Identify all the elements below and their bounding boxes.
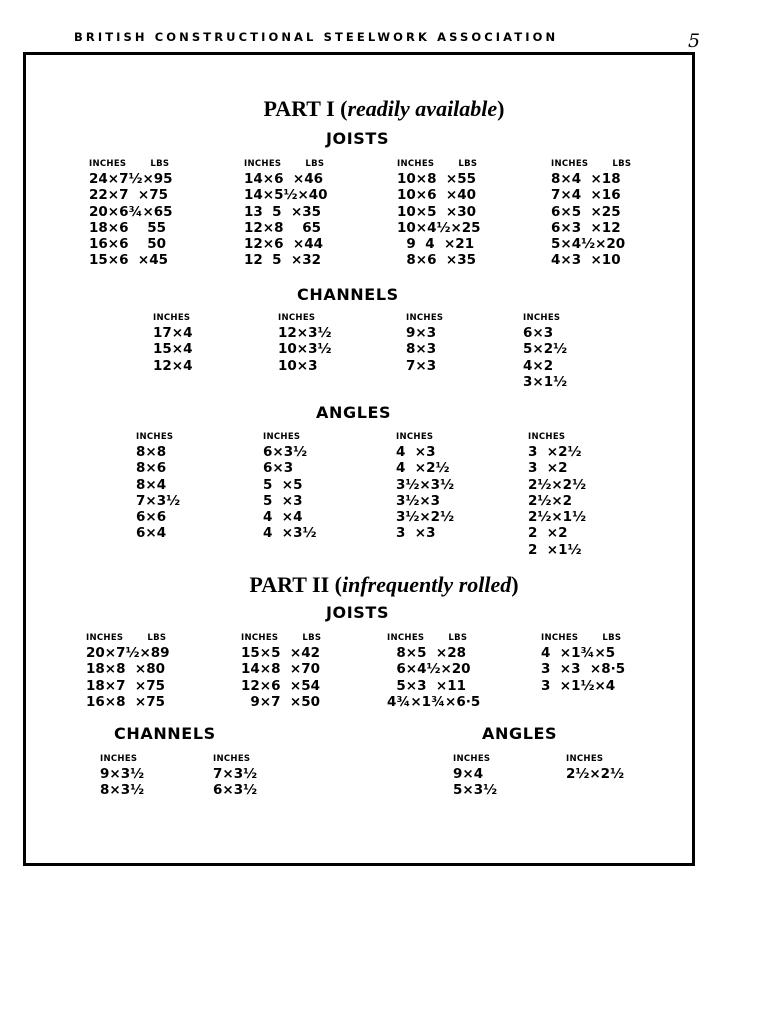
list-item: 6×4 [136,525,167,542]
running-header: BRITISH CONSTRUCTIONAL STEELWORK ASSOCIATION [74,30,559,44]
list-item: 6×3 [523,325,554,341]
list-item: 13 5 ×35 [244,203,322,220]
angles-column [528,430,586,558]
list-item: 4 ×1¾×5 [541,645,616,661]
list-item: 14×6 ×46 [244,171,323,187]
unit-inches: INCHES [541,633,579,643]
unit-lbs: LBS [147,633,167,643]
list-item: 5×3 ×11 [387,677,466,694]
list-item: 12 5 ×32 [244,252,322,269]
joists-column [244,157,328,269]
column-header: INCHES [263,432,301,442]
list-item: 12×4 [153,357,193,374]
column-header: INCHES [153,313,191,323]
part-subheading: infrequently rolled [341,572,512,597]
section-title-joists: JOISTS [326,129,390,148]
list-item: 12×6 ×54 [241,677,320,694]
unit-lbs: LBS [150,159,170,169]
list-item: 10×3½ [278,341,332,358]
list-item: 8×4 [136,476,167,493]
unit-inches: INCHES [551,159,589,169]
list-item: 15×6 ×45 [89,252,168,269]
column-header: INCHES [396,432,434,442]
list-item: 3½×3½ [396,476,455,493]
list-item: 3×1½ [523,373,568,390]
column-header: INCHES [566,754,604,764]
list-item: 5×4½×20 [551,236,626,253]
joists-column [551,157,631,269]
list-item: 5×3½ [453,782,498,799]
section-title-channels: CHANNELS [114,724,216,743]
list-item: 18×6 55 [89,219,167,236]
section-title-angles: ANGLES [482,724,558,743]
list-item: 12×8 65 [244,219,322,236]
unit-lbs: LBS [612,159,632,169]
column-header [86,631,170,645]
list-item: 15×5 ×42 [241,645,320,661]
list-item: 3½×2½ [396,509,455,526]
part-heading-label: PART II ( [249,572,342,597]
list-item: 6×6 [136,509,167,526]
unit-inches: INCHES [86,633,124,643]
list-item: 9 4 ×21 [397,236,475,253]
part-heading-close: ) [497,96,505,121]
joists-column [89,157,173,269]
channels-column [523,311,567,390]
list-item: 5 ×5 [263,476,303,493]
list-item: 7×3 [406,357,437,374]
section-title-angles: ANGLES [316,403,392,422]
list-item: 18×8 ×80 [86,661,165,678]
section-title-joists: JOISTS [326,603,390,622]
column-header: INCHES [453,754,491,764]
list-item: 4×2 [523,357,554,374]
list-item: 10×6 ×40 [397,187,476,204]
unit-inches: INCHES [397,159,435,169]
list-item: 2½×2 [528,492,573,509]
list-item: 6×3½ [263,444,308,460]
list-item: 14×5½×40 [244,187,328,204]
list-item: 8×3 [406,341,437,358]
list-item: 2 ×2 [528,525,568,542]
column-header: INCHES [528,432,566,442]
channels-column [406,311,443,374]
joists-column [387,631,480,710]
angles-column [396,430,454,542]
list-item: 4 ×3 [396,444,436,460]
list-item: 14×8 ×70 [241,661,320,678]
list-item: 8×6 [136,460,167,477]
list-item: 10×3 [278,357,318,374]
list-item: 7×3½ [136,492,181,509]
list-item: 15×4 [153,341,193,358]
page-number: 5 [688,30,701,52]
column-header [541,631,625,645]
list-item: 8×8 [136,444,167,460]
list-item: 12×6 ×44 [244,236,323,253]
column-header [397,157,481,171]
channels-column [100,752,144,799]
list-item: 3 ×2 [528,460,568,477]
list-item: 4 ×4 [263,509,303,526]
channels-column [213,752,257,799]
list-item: 3½×3 [396,492,441,509]
channels-column [153,311,193,374]
list-item: 20×6¾×65 [89,203,173,220]
list-item: 9×3½ [100,766,145,782]
unit-inches: INCHES [387,633,425,643]
list-item: 18×7 ×75 [86,677,165,694]
list-item: 20×7½×89 [86,645,170,661]
list-item: 16×6 50 [89,236,167,253]
joists-column [541,631,625,694]
list-item: 2½×2½ [528,476,587,493]
unit-inches: INCHES [244,159,282,169]
unit-inches: INCHES [241,633,279,643]
unit-lbs: LBS [458,159,478,169]
part-two-heading [0,572,768,598]
part-subheading: readily available [347,96,498,121]
list-item: 3 ×3 ×8·5 [541,661,626,678]
list-item: 3 ×1½×4 [541,677,616,694]
list-item: 4¾×1¾×6·5 [387,693,481,710]
list-item: 17×4 [153,325,193,341]
column-header [551,157,631,171]
column-header [89,157,173,171]
column-header [244,157,328,171]
unit-lbs: LBS [448,633,468,643]
list-item: 3 ×2½ [528,444,582,460]
column-header: INCHES [213,754,251,764]
list-item: 8×3½ [100,782,145,799]
list-item: 8×6 ×35 [397,252,476,269]
list-item: 7×3½ [213,766,258,782]
channels-column [278,311,331,374]
list-item: 7×4 ×16 [551,187,621,204]
column-header [241,631,321,645]
list-item: 10×5 ×30 [397,203,476,220]
list-item: 10×8 ×55 [397,171,476,187]
list-item: 6×4½×20 [387,661,471,678]
unit-lbs: LBS [602,633,622,643]
list-item: 22×7 ×75 [89,187,168,204]
column-header [387,631,480,645]
unit-lbs: LBS [302,633,322,643]
list-item: 24×7½×95 [89,171,173,187]
unit-lbs: LBS [305,159,325,169]
list-item: 8×5 ×28 [387,645,466,661]
list-item: 2 ×1½ [528,541,582,558]
list-item: 2½×2½ [566,766,625,782]
list-item: 9×4 [453,766,484,782]
list-item: 16×8 ×75 [86,693,165,710]
list-item: 6×3½ [213,782,258,799]
list-item: 3 ×3 [396,525,436,542]
list-item: 8×4 ×18 [551,171,621,187]
list-item: 5 ×3 [263,492,303,509]
joists-column [241,631,321,710]
angles-column [263,430,316,542]
angles-column [136,430,180,542]
joists-column [397,157,481,269]
list-item: 4×3 ×10 [551,252,621,269]
angles-column [453,752,497,799]
column-header: INCHES [136,432,174,442]
part-heading-label: PART I ( [263,96,348,121]
list-item: 6×5 ×25 [551,203,621,220]
list-item: 6×3 [263,460,294,477]
column-header: INCHES [406,313,444,323]
column-header: INCHES [523,313,561,323]
column-header: INCHES [100,754,138,764]
column-header: INCHES [278,313,316,323]
list-item: 10×4½×25 [397,219,481,236]
part-one-heading [0,96,768,122]
list-item: 4 ×2½ [396,460,450,477]
part-heading-close: ) [511,572,519,597]
joists-column [86,631,170,710]
list-item: 5×2½ [523,341,568,358]
list-item: 12×3½ [278,325,332,341]
section-title-channels: CHANNELS [297,285,399,304]
list-item: 6×3 ×12 [551,219,621,236]
list-item: 9×7 ×50 [241,693,320,710]
angles-column [566,752,624,782]
list-item: 2½×1½ [528,509,587,526]
list-item: 4 ×3½ [263,525,317,542]
list-item: 9×3 [406,325,437,341]
unit-inches: INCHES [89,159,127,169]
